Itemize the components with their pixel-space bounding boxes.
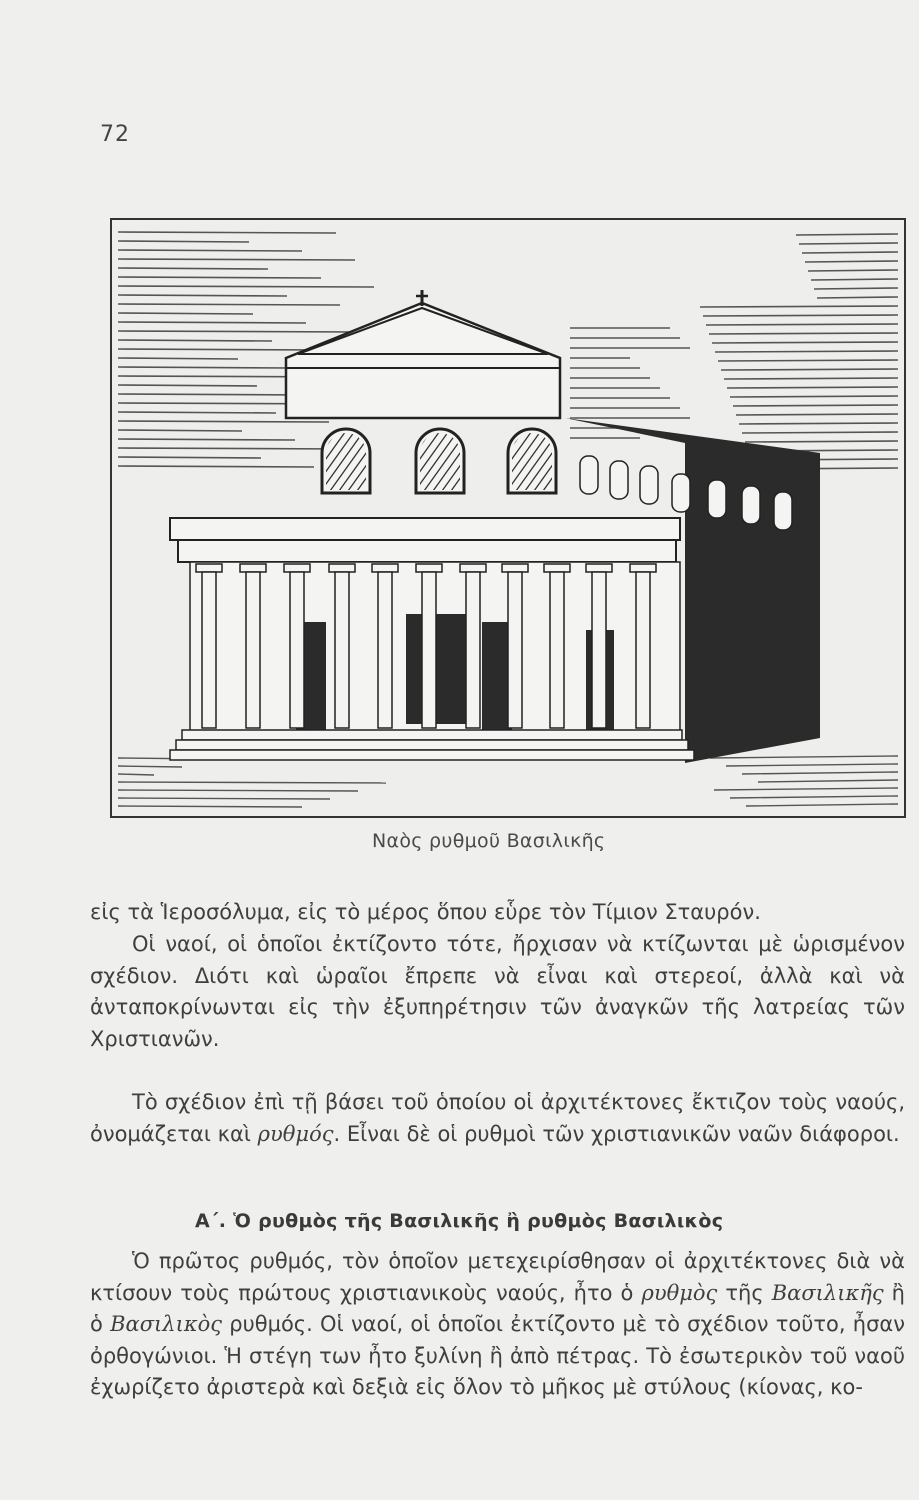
paragraph-4-italic-3: Βασιλικὸς: [110, 1312, 223, 1336]
side-window: [610, 461, 628, 499]
side-window: [580, 456, 598, 494]
section-heading: Α΄. Ὁ ρυθμὸς τῆς Βασιλικῆς ἢ ρυθμὸς Βασιλικὸς: [195, 1210, 724, 1232]
paragraph-4-text-c: ἢ ὁ: [90, 1280, 905, 1336]
paragraph-3-text-a: Τὸ σχέδιον ἐπὶ τῇ βάσει τοῦ ὁποίου οἱ ἀρχιτέκτονες ἔκτιζον τοὺς ναούς, ὀνομάζεται καὶ: [90, 1090, 905, 1146]
paragraph-4-italic-1: ρυθμὸς: [641, 1280, 718, 1305]
paragraph-3: [90, 1087, 905, 1150]
basilica-drawing: [110, 218, 906, 818]
paragraph-4: [90, 1246, 905, 1404]
paragraph-4-text-d: ρυθμός. Οἱ ναοί, οἱ ὁποῖοι ἐκτίζοντο μὲ τὸ σχέδιον τοῦτο, ἦσαν ὀρθογώνιοι. Ἡ στέγη των ἦτο ξυλίνη ἢ ἀπὸ πέτρας. Τὸ ἐσωτερικὸν τοῦ ναοῦ ἐχωρίζετο ἀριστερὰ καὶ δεξιὰ εἰς ὅλον τὸ μῆκος μὲ στύλους (κίονας, κο-: [90, 1312, 906, 1399]
step: [176, 740, 688, 750]
paragraph-3-text-b: . Εἶναι δὲ οἱ ρυθμοὶ τῶν χριστιανικῶν ναῶν διάφοροι.: [333, 1121, 900, 1146]
step: [182, 730, 682, 740]
figure-caption: Ναὸς ρυθμοῦ Βασιλικῆς: [372, 830, 606, 852]
paragraph-3-italic-term: ρυθμός: [257, 1121, 334, 1146]
side-window: [774, 492, 792, 530]
step: [170, 750, 694, 760]
page-number: 72: [100, 122, 130, 147]
paragraph-4-text-b: τῆς: [717, 1280, 772, 1305]
basilica-illustration: [110, 218, 906, 818]
paragraph-4-italic-2: Βασιλικῆς: [771, 1280, 884, 1305]
side-window: [742, 486, 760, 524]
side-window: [640, 466, 658, 504]
paragraph-2: Οἱ ναοί, οἱ ὁποῖοι ἐκτίζοντο τότε, ἤρχισαν νὰ κτίζωνται μὲ ὡρισμένον σχέδιον. Διότι καὶ ὡραῖοι ἔπρεπε νὰ εἶναι καὶ στερεοί, ἀλλὰ καὶ νὰ ἀνταποκρίνωνται εἰς τὴν ἐξυπηρέτησιν τῶν ἀναγκῶν τῆς λατρείας τῶν Χριστιανῶν.: [90, 932, 905, 1051]
paragraph-1: εἰς τὰ Ἱεροσόλυμα, εἰς τὸ μέρος ὅπου εὗρε τὸν Τίμιον Σταυρόν.: [90, 900, 761, 924]
side-window: [672, 474, 690, 512]
side-window: [708, 480, 726, 518]
paragraph-4-text-a: Ὁ πρῶτος ρυθμός, τὸν ὁποῖον μετεχειρίσθησαν οἱ ἀρχιτέκτονες διὰ νὰ κτίσουν τοὺς πρώτους χριστιανικοὺς ναούς, ἦτο ὁ: [90, 1249, 905, 1305]
